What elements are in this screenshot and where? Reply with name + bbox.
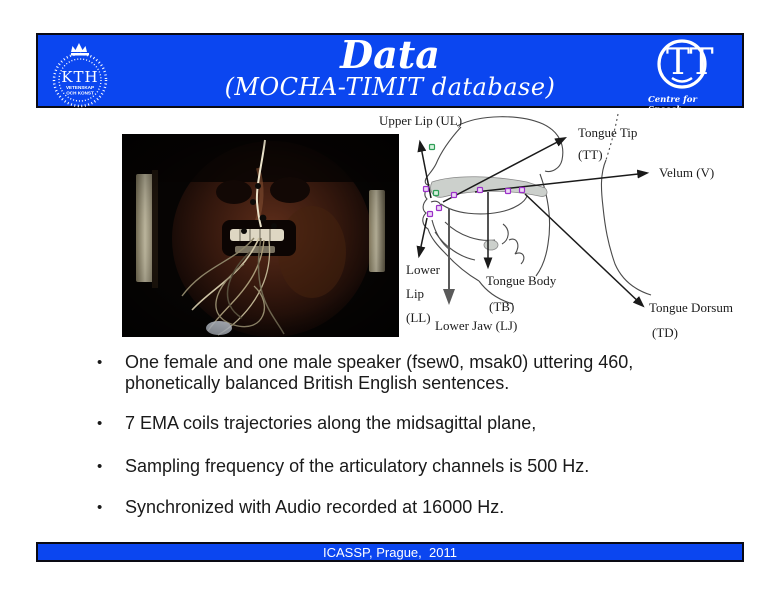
label-tongue-dorsum: Tongue Dorsum — [649, 300, 733, 315]
bullet-text: Synchronized with Audio recorded at 16000 Hz. — [125, 497, 505, 517]
kth-motto-line1: VETENSKAP — [65, 85, 95, 90]
bullet-marker: • — [97, 499, 103, 516]
tt-monogram-icon — [646, 36, 738, 90]
label-tongue-body: Tongue Body — [486, 273, 557, 288]
tt-monogram-text: TT — [666, 42, 713, 83]
label-tongue-dorsum-abbr: (TD) — [652, 325, 678, 340]
kth-seal-text: KTH — [61, 68, 99, 86]
bullet-item-ema-coils — [97, 413, 697, 434]
header-titles — [148, 32, 632, 106]
tt-caption-line2: Speech Technology — [648, 105, 702, 125]
palate-shape — [431, 177, 547, 198]
bullet-marker: • — [97, 458, 103, 475]
speaker-photo — [122, 134, 399, 337]
label-velum: Velum (V) — [659, 165, 715, 180]
bullet-marker: • — [97, 415, 103, 432]
bullet-item-audio — [97, 497, 697, 518]
label-tongue-tip: Tongue Tip — [578, 125, 638, 140]
tt-caption-line1: Centre for — [648, 95, 697, 105]
velum-shape — [484, 240, 498, 250]
label-lower-lip-1: Lower — [406, 262, 440, 277]
page-title: Data — [340, 32, 440, 77]
label-upper-lip: Upper Lip (UL) — [379, 113, 463, 128]
bullet-item-speakers — [97, 352, 697, 394]
bullet-text: 7 EMA coils trajectories along the midsagittal plane, — [125, 413, 537, 433]
tongue-dorsum-arrow — [525, 194, 643, 306]
bullet-text: One female and one male speaker (fsew0, msak0) uttering 460, phonetically balanced British English sentences. — [125, 352, 634, 393]
label-lower-jaw: Lower Jaw (LJ) — [435, 318, 518, 333]
page-subtitle: (MOCHA-TIMIT database) — [224, 73, 556, 101]
label-lower-lip-abbr: (LL) — [406, 310, 431, 325]
bullet-marker: • — [97, 354, 103, 371]
label-tongue-body-abbr: (TB) — [489, 299, 515, 314]
kth-logo — [46, 38, 114, 108]
label-lower-lip-2: Lip — [406, 286, 425, 301]
bullet-text: Sampling frequency of the articulatory channels is 500 Hz. — [125, 456, 590, 476]
footer-bar — [36, 542, 744, 562]
bullet-item-sampling — [97, 456, 697, 477]
kth-motto-line2: OCH KONST — [66, 90, 94, 96]
footer-text: ICASSP, Prague, 2011 — [323, 545, 457, 560]
label-tongue-tip-abbr: (TT) — [578, 147, 603, 162]
kth-crown-icon — [71, 43, 89, 56]
vocal-tract-diagram — [375, 112, 776, 348]
